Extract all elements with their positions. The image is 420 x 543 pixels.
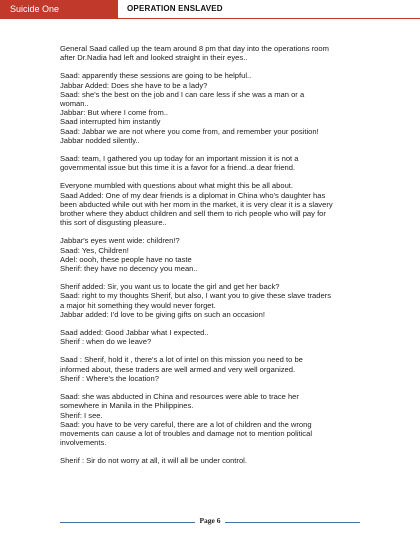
text-line: Everyone mumbled with questions about what might this be all about.: [60, 181, 294, 191]
paragraph: [60, 328, 390, 346]
header-divider: [0, 18, 420, 19]
text-line: been abducted while out with her mom in the market, it is very clear it is a slavery: [60, 199, 333, 209]
text-line: after Dr.Nadia had left and looked straight in their eyes..: [60, 53, 248, 63]
text-line: Saad Added: One of my dear friends is a diplomat in China who's daughter has: [60, 190, 326, 200]
paragraph: [60, 71, 390, 145]
paragraph: [60, 456, 390, 465]
text-line: Saad: she was abducted in China and resources were able to trace her: [60, 392, 299, 402]
paragraph: [60, 282, 390, 319]
text-line: brother where they abduct children and sell them to rich people who will pay for: [60, 209, 326, 219]
text-line: Saad: apparently these sessions are going to be helpful..: [60, 71, 252, 81]
text-line: Jabbar nodded silently..: [60, 135, 140, 145]
footer-divider-left: [60, 522, 195, 523]
text-line: Sherif: I see.: [60, 410, 103, 420]
text-line: a major hit something they would never forget.: [60, 300, 216, 310]
text-line: Saad: Jabbar we are not where you come from, and remember your position!: [60, 126, 319, 136]
paragraph: [60, 236, 390, 273]
page-body: [60, 44, 390, 475]
page-number: Page 6: [199, 516, 221, 525]
text-line: this sort of disgusting pleasure..: [60, 218, 167, 228]
text-line: Jabbar Added: Does she have to be a lady?: [60, 80, 208, 90]
text-line: Saad added: Good Jabbar what I expected..: [60, 328, 209, 338]
paragraph: [60, 355, 390, 383]
text-line: Adel: oooh, these people have no taste: [60, 254, 192, 264]
text-line: movements can cause a lot of troubles and damage not to mention political: [60, 428, 313, 438]
paragraph: [60, 181, 390, 227]
page-header: [0, 0, 420, 20]
text-line: Sherif: they have no decency you mean..: [60, 264, 198, 274]
text-line: involvements.: [60, 438, 107, 448]
text-line: Jabbar's eyes went wide: children!?: [60, 236, 180, 246]
paragraph: [60, 154, 390, 172]
text-line: Saad: you have to be very careful, there are a lot of children and the wrong: [60, 419, 312, 429]
text-line: Saad: team, I gathered you up today for an important mission it is not a: [60, 154, 299, 164]
text-line: Saad: right to my thoughts Sherif, but also, I want you to give these slave traders: [60, 291, 331, 301]
text-line: Saad: she's the best on the job and I can care less if she was a man or a: [60, 89, 305, 99]
text-line: Sherif : Sir do not worry at all, it will all be under control.: [60, 456, 247, 466]
paragraph: [60, 44, 390, 62]
text-line: Sherif added: Sir, you want us to locate the girl and get her back?: [60, 282, 280, 292]
text-line: somewhere in Manila in the Philippines.: [60, 401, 194, 411]
book-title: Suicide One: [0, 0, 118, 18]
text-line: governmental issue but this time it is a favor for a friend..a dear friend.: [60, 163, 296, 173]
paragraph: [60, 392, 390, 447]
text-line: Sherif : Where's the location?: [60, 373, 159, 383]
text-line: Saad : Sherif, hold it , there's a lot of intel on this mission you need to be: [60, 355, 303, 365]
footer-divider-right: [225, 522, 360, 523]
text-line: woman..: [60, 99, 89, 109]
text-line: General Saad called up the team around 8 pm that day into the operations room: [60, 44, 329, 53]
text-line: Saad interrupted him instantly: [60, 117, 161, 127]
text-line: Jabbar added: I'd love to be giving gifts on such an occasion!: [60, 309, 265, 319]
text-line: Sherif : when do we leave?: [60, 337, 152, 347]
chapter-title: OPERATION ENSLAVED: [127, 4, 223, 13]
text-line: Saad: Yes, Children!: [60, 245, 129, 255]
text-line: Jabbar: But where I come from..: [60, 108, 169, 118]
text-line: informed about, these traders are well armed and very well organized.: [60, 364, 296, 374]
